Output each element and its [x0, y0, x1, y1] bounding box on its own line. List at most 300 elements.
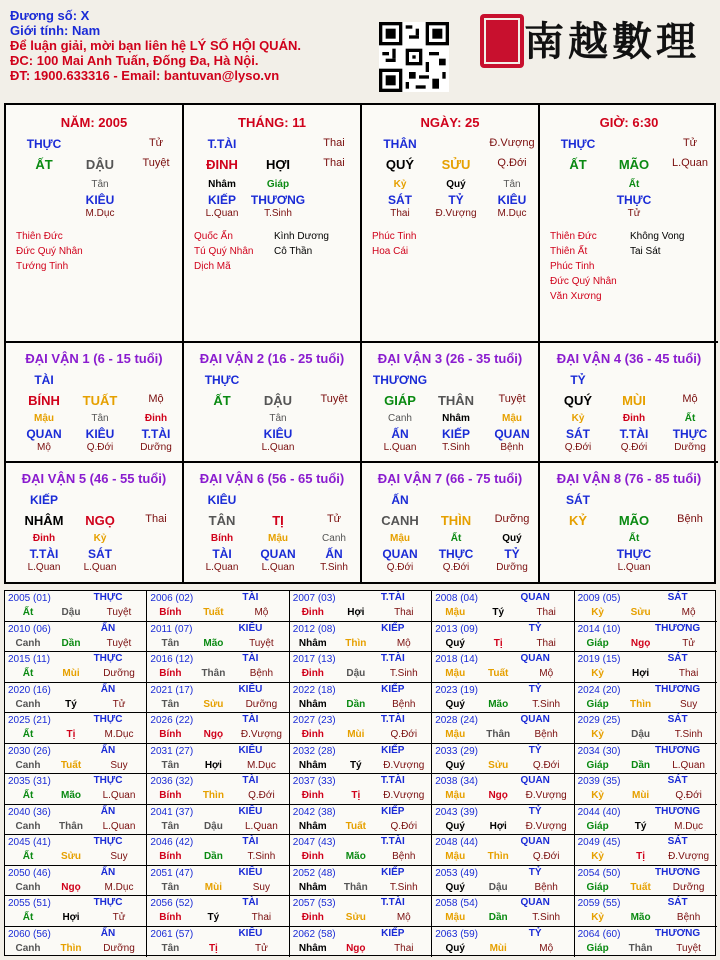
year-label: 2016 (12) — [150, 654, 194, 665]
year-branch: Thân — [486, 729, 511, 740]
year-label: 2018 (14) — [435, 654, 478, 665]
pillar-cell — [362, 105, 540, 343]
hidden-god: SÁT — [388, 193, 412, 207]
stem-branch: Dưỡng — [494, 513, 530, 525]
hidden-stem: Kỷ — [93, 533, 107, 544]
year-branch: Sửu — [630, 607, 651, 618]
life-stage: L.Quan — [261, 442, 295, 453]
year-branch: Dần — [203, 851, 223, 862]
year-god: T.TÀI — [380, 775, 405, 786]
year-god: THƯƠNG — [655, 805, 701, 817]
year-label: 2050 (46) — [8, 867, 51, 879]
year-god: KIẾP — [381, 805, 405, 817]
dai-van-title: ĐẠI VẬN 2 (16 - 25 tuổi) — [199, 351, 345, 366]
pillar-title: NGÀY: 25 — [420, 115, 480, 130]
stem-branch: DẬU — [263, 393, 293, 408]
hidden-stem: Tân — [91, 179, 109, 190]
year-branch: Dần — [488, 912, 508, 923]
year-god: THƯƠNG — [655, 866, 701, 878]
star-item: Tướng Tinh — [16, 261, 69, 272]
year-god: THỰC — [93, 897, 123, 908]
dai-van-title: ĐẠI VẬN 6 (56 - 65 tuổi) — [199, 471, 345, 486]
year-stage: Đ.Vượng — [525, 820, 567, 832]
year-label: 2048 (44) — [435, 837, 478, 848]
hidden-god: ẤN — [391, 427, 409, 441]
hidden-god: TÀI — [212, 547, 232, 561]
year-branch: Hợi — [347, 607, 365, 618]
year-god: KIÊU — [238, 927, 263, 939]
year-cell — [432, 835, 574, 866]
year-god: T.TÀI — [380, 592, 405, 603]
stem-branch: Tử — [326, 513, 342, 525]
year-branch: Tuất — [630, 881, 651, 893]
year-god: TỶ — [528, 744, 542, 756]
year-branch: Tị — [351, 790, 361, 801]
year-cell — [575, 744, 717, 775]
stem-branch: Tuyệt — [142, 157, 170, 169]
year-stage: Đ.Vượng — [525, 790, 567, 801]
year-stage: Q.Đới — [248, 790, 275, 801]
dai-van-cell — [362, 463, 540, 583]
dai-van-title: ĐẠI VẬN 4 (36 - 45 tuổi) — [556, 351, 702, 366]
year-branch: Tị — [636, 851, 646, 862]
year-stage: Suy — [110, 851, 128, 862]
year-cell — [5, 927, 147, 958]
year-branch: Thìn — [202, 790, 224, 801]
year-label: 2022 (18) — [292, 684, 336, 696]
year-god: SÁT — [667, 653, 688, 664]
stem-branch: KỶ — [568, 513, 588, 528]
year-cell — [575, 896, 717, 927]
year-branch: Ngọ — [203, 729, 224, 740]
year-branch: Mùi — [631, 790, 650, 801]
year-cell — [575, 774, 717, 805]
year-god: ẤN — [100, 622, 116, 634]
year-god: THƯƠNG — [655, 927, 701, 939]
year-stage: Thai — [394, 942, 414, 954]
hidden-god: ẤN — [325, 547, 343, 561]
year-stem: Tân — [161, 942, 180, 954]
year-cell — [147, 927, 289, 958]
year-stage: Bệnh — [392, 851, 416, 862]
year-stage: Mộ — [254, 607, 269, 618]
hidden-stem: Tân — [269, 413, 287, 424]
life-stage: L.Quan — [205, 208, 239, 219]
year-stem: Quý — [445, 637, 465, 649]
stars-right — [630, 229, 685, 259]
year-label: 2017 (13) — [292, 654, 336, 665]
life-stage: T.Sinh — [264, 208, 292, 219]
stem-branch: GIÁP — [384, 393, 416, 408]
year-branch: Mão — [345, 851, 366, 862]
year-stage: Tuyệt — [249, 637, 274, 649]
qr-code-icon — [379, 22, 449, 92]
year-stage: Bệnh — [534, 729, 558, 740]
year-label: 2033 (29) — [435, 745, 478, 757]
year-branch: Dậu — [203, 820, 223, 832]
year-stem: Giáp — [586, 698, 609, 710]
year-branch: Thìn — [630, 698, 652, 710]
year-cell — [432, 896, 574, 927]
year-stage: Tuyệt — [676, 942, 701, 954]
year-stage: L.Quan — [672, 759, 705, 771]
year-cell — [575, 713, 717, 744]
hidden-stem: Canh — [388, 413, 412, 424]
year-branch: Mùi — [204, 881, 222, 893]
year-cell — [147, 591, 289, 622]
owner-value: X — [80, 8, 90, 23]
stars-left — [194, 229, 253, 274]
year-label: 2006 (02) — [150, 593, 194, 604]
year-stage: M.Dục — [104, 729, 134, 740]
year-stage: Suy — [110, 759, 128, 771]
stem-branch: BÍNH — [28, 393, 60, 408]
dai-van-cell — [540, 463, 718, 583]
year-cell — [290, 835, 432, 866]
year-stage: T.Sinh — [674, 729, 703, 740]
year-stage: Tử — [254, 942, 268, 954]
hidden-stem: Quý — [446, 179, 466, 190]
stem-branch: MÃO — [618, 157, 650, 172]
stem-branch: Thai — [145, 513, 167, 525]
stem-branch: Mộ — [148, 393, 164, 405]
year-god: TỶ — [528, 866, 542, 878]
year-stage: Đ.Vượng — [383, 790, 425, 801]
pillar-title: GIỜ: 6:30 — [599, 115, 659, 130]
hidden-god: T.TÀI — [141, 427, 171, 441]
star-item: Tú Quý Nhân — [194, 246, 254, 257]
life-stage: L.Quan — [27, 562, 61, 573]
year-branch: Tị — [493, 637, 503, 649]
year-label: 2055 (51) — [8, 898, 51, 909]
year-stage: Thai — [394, 607, 414, 618]
life-stage: T.Sinh — [442, 442, 470, 453]
year-god: KIẾP — [381, 622, 405, 634]
year-stage: L.Quan — [102, 820, 136, 832]
year-label: 2058 (54) — [435, 898, 478, 909]
year-god: KIẾP — [381, 866, 405, 878]
year-stem: Quý — [445, 942, 465, 954]
year-god: THỰC — [93, 836, 123, 847]
life-stage: Dưỡng — [674, 442, 706, 453]
year-stage: Bệnh — [392, 698, 416, 710]
year-stem: Canh — [15, 759, 41, 771]
stem-branch: NHÂM — [24, 513, 64, 528]
dai-van-title: ĐẠI VẬN 8 (76 - 85 tuổi) — [556, 471, 702, 486]
year-god: ẤN — [100, 683, 116, 695]
year-stem: Giáp — [586, 942, 609, 954]
hidden-god: THƯƠNG — [250, 193, 306, 207]
year-stem: Kỷ — [591, 729, 604, 740]
year-branch: Thân — [628, 942, 653, 954]
year-stem: Canh — [15, 820, 41, 832]
year-branch: Mão — [630, 912, 651, 923]
dai-van-cell — [540, 343, 718, 463]
year-god: T.TÀI — [380, 836, 405, 847]
dai-van-god: TỶ — [570, 373, 586, 387]
year-stage: Mộ — [396, 912, 411, 923]
year-cell — [432, 927, 574, 958]
stem-branch: ĐINH — [206, 157, 238, 172]
year-cell — [290, 927, 432, 958]
year-label: 2034 (30) — [577, 745, 621, 757]
year-label: 2024 (20) — [577, 684, 621, 696]
year-cell — [432, 713, 574, 744]
year-branch: Dần — [631, 759, 651, 771]
stem-branch: L.Quan — [671, 157, 709, 169]
year-stem: Nhâm — [298, 759, 327, 771]
hidden-god: KIẾP — [207, 193, 236, 207]
year-stage: M.Dục — [104, 881, 134, 893]
year-cell — [290, 896, 432, 927]
year-cell — [290, 713, 432, 744]
dai-van-title: ĐẠI VẬN 3 (26 - 35 tuổi) — [377, 351, 523, 366]
hidden-god: KIẾP — [441, 427, 470, 441]
year-label: 2031 (27) — [150, 745, 194, 757]
hidden-god: THỰC — [438, 547, 474, 561]
year-stem: Đinh — [301, 668, 324, 679]
year-label: 2047 (43) — [292, 837, 336, 848]
year-branch: Dậu — [488, 881, 508, 893]
year-cell — [575, 866, 717, 897]
year-label: 2054 (50) — [577, 867, 621, 879]
gender-value: Nam — [71, 23, 101, 38]
stem-branch: Tuyệt — [320, 393, 348, 405]
hidden-god: SÁT — [88, 547, 112, 561]
gender-label: Giới tính: — [10, 23, 69, 38]
year-stage: L.Quan — [102, 790, 136, 801]
year-cell — [290, 591, 432, 622]
year-branch: Ngọ — [61, 881, 81, 893]
year-branch: Mão — [203, 637, 224, 649]
year-stem: Kỷ — [591, 790, 604, 801]
hidden-god: THỰC — [616, 547, 652, 561]
year-god: QUAN — [520, 714, 550, 725]
year-label: 2007 (03) — [292, 593, 336, 604]
contact-line-1: Để luận giải, mời bạn liên hệ LÝ SỐ HỘI QUÁN. — [10, 38, 301, 53]
brand-title: 南越數理 — [524, 18, 700, 65]
year-god: T.TÀI — [380, 897, 405, 908]
header-info — [10, 8, 370, 83]
year-cell — [432, 683, 574, 714]
year-cell — [5, 835, 147, 866]
life-stage: M.Dục — [497, 208, 527, 219]
year-cell — [432, 774, 574, 805]
year-stage: T.Sinh — [247, 851, 276, 862]
year-god: TÀI — [242, 714, 259, 725]
stars-left — [16, 229, 83, 274]
year-god: SÁT — [667, 836, 688, 847]
year-stem: Ất — [22, 912, 34, 923]
year-branch: Hợi — [632, 668, 650, 679]
year-god: SÁT — [667, 775, 688, 786]
year-stage: Q.Đới — [675, 790, 702, 801]
year-god: QUAN — [520, 653, 550, 664]
year-label: 2063 (59) — [435, 928, 478, 940]
year-cell — [290, 622, 432, 653]
year-branch: Tuất — [488, 668, 509, 679]
year-god: TỶ — [528, 927, 542, 939]
life-stage: Q.Đới — [564, 442, 592, 453]
star-item: Thiên Đức — [16, 231, 63, 242]
year-cell — [147, 774, 289, 805]
year-stem: Tân — [161, 759, 180, 771]
year-god: T.TÀI — [380, 653, 405, 664]
year-god: KIÊU — [238, 805, 263, 817]
pillar-cell — [540, 105, 718, 343]
year-cell — [147, 835, 289, 866]
stem-branch: HỢI — [265, 157, 291, 172]
year-stem: Kỷ — [591, 668, 604, 679]
year-branch: Thân — [59, 820, 83, 832]
hidden-stem: Canh — [322, 533, 346, 544]
year-god: KIÊU — [238, 683, 263, 695]
year-cell — [290, 774, 432, 805]
contact-line-2: ĐC: 100 Mai Anh Tuấn, Đống Đa, Hà Nội. — [10, 53, 259, 68]
year-branch: Tuất — [345, 820, 366, 832]
year-stage: M.Dục — [674, 820, 704, 832]
year-label: 2027 (23) — [292, 715, 336, 726]
star-item: Hoa Cái — [372, 246, 409, 257]
year-god: TÀI — [242, 897, 259, 908]
year-label: 2038 (34) — [435, 776, 478, 787]
year-stem: Giáp — [586, 759, 609, 771]
year-branch: Tuất — [203, 607, 224, 618]
stem-branch: Tuyệt — [498, 393, 526, 405]
year-stem: Tân — [161, 881, 180, 893]
year-stage: Tuyệt — [106, 607, 132, 618]
year-cell — [290, 744, 432, 775]
hidden-stem: Mậu — [502, 413, 522, 424]
stem-branch: Bệnh — [677, 513, 703, 525]
year-cell — [290, 805, 432, 836]
year-stem: Giáp — [586, 820, 609, 832]
year-stem: Mậu — [445, 729, 466, 740]
year-branch: Thìn — [345, 637, 367, 649]
stem-branch: NGỌ — [85, 513, 115, 528]
hidden-stem: Mậu — [34, 413, 54, 424]
year-stage: Dưỡng — [245, 698, 278, 710]
year-label: 2008 (04) — [435, 593, 478, 604]
hidden-stem: Nhâm — [442, 413, 470, 424]
year-stem: Kỷ — [591, 607, 604, 618]
year-god: SÁT — [667, 714, 688, 725]
hidden-stem: Kỷ — [571, 413, 585, 424]
stem-branch: THÌN — [440, 513, 472, 528]
dai-van-cell — [184, 343, 362, 463]
year-stage: Suy — [252, 881, 270, 893]
year-label: 2061 (57) — [150, 928, 194, 940]
year-stem: Quý — [445, 881, 465, 893]
dai-van-god: ẤN — [391, 493, 409, 507]
year-stem: Mậu — [445, 607, 466, 618]
year-cell — [5, 866, 147, 897]
year-label: 2019 (15) — [577, 654, 621, 665]
year-stage: Mộ — [396, 637, 411, 649]
hidden-stem: Ất — [628, 533, 640, 544]
stem-branch: ẤT — [213, 393, 231, 408]
year-cell — [5, 744, 147, 775]
year-branch: Tý — [65, 698, 77, 710]
hidden-stem: Tân — [503, 179, 521, 190]
year-stage: Bệnh — [676, 912, 701, 923]
stem-branch: DẬU — [85, 157, 115, 172]
hidden-god: QUAN — [260, 547, 296, 561]
stem-branch: ẤT — [35, 157, 53, 172]
chart-grid — [4, 103, 716, 584]
year-god: ẤN — [100, 927, 116, 939]
year-stage: T.Sinh — [532, 912, 561, 923]
star-item: Thiên Ất — [550, 246, 588, 257]
year-branch: Hợi — [204, 759, 222, 771]
year-stem: Tân — [161, 820, 180, 832]
life-stage: Q.Đới — [620, 442, 648, 453]
year-god: T.TÀI — [380, 714, 405, 725]
year-god: THƯƠNG — [655, 683, 701, 695]
hidden-god: QUAN — [26, 427, 62, 441]
year-cell — [147, 744, 289, 775]
life-stage: Đ.Vượng — [435, 208, 477, 219]
hidden-stem: Ất — [684, 413, 696, 424]
year-god: THỰC — [93, 714, 123, 725]
year-stage: Q.Đới — [532, 759, 560, 771]
year-stem: Kỷ — [591, 851, 604, 862]
year-cell — [5, 713, 147, 744]
year-stage: Q.Đới — [390, 820, 418, 832]
year-cell — [5, 591, 147, 622]
year-stem: Canh — [15, 942, 41, 954]
year-cell — [5, 683, 147, 714]
year-stem: Giáp — [586, 881, 609, 893]
year-stage: Bệnh — [249, 668, 274, 679]
year-label: 2041 (37) — [150, 806, 194, 818]
year-stem: Mậu — [445, 851, 466, 862]
year-stage: Q.Đới — [390, 729, 418, 740]
dai-van-god: KIẾP — [29, 493, 58, 507]
dai-van-god: KIÊU — [207, 493, 237, 507]
year-cell — [432, 744, 574, 775]
year-label: 2013 (09) — [435, 623, 478, 635]
year-stage: Mộ — [681, 607, 696, 618]
stem-branch: ẤT — [569, 157, 587, 172]
year-label: 2025 (21) — [8, 715, 51, 726]
year-label: 2039 (35) — [577, 776, 621, 787]
year-branch: Mão — [488, 698, 509, 710]
year-table — [4, 590, 716, 956]
year-cell — [575, 805, 717, 836]
year-god: QUAN — [520, 897, 550, 908]
dai-van-title: ĐẠI VẬN 1 (6 - 15 tuổi) — [25, 351, 163, 366]
year-cell — [147, 622, 289, 653]
year-stem: Quý — [445, 820, 465, 832]
year-god: TỶ — [528, 683, 542, 695]
year-stage: Mộ — [539, 668, 554, 679]
year-god: ẤN — [100, 805, 116, 817]
year-label: 2059 (55) — [577, 898, 621, 909]
year-stage: Tuyệt — [106, 637, 132, 649]
year-label: 2053 (49) — [435, 867, 478, 879]
year-branch: Ngọ — [630, 637, 651, 649]
year-cell — [147, 652, 289, 683]
year-stage: Tử — [682, 637, 695, 649]
stem-branch: MÙI — [622, 393, 646, 408]
year-branch: Tuất — [60, 759, 82, 771]
ten-god: THÂN — [383, 137, 417, 151]
dai-van-cell — [6, 343, 184, 463]
dai-van-god: THỰC — [204, 373, 240, 387]
year-branch: Ngọ — [488, 790, 508, 801]
year-stage: Thai — [536, 637, 556, 649]
